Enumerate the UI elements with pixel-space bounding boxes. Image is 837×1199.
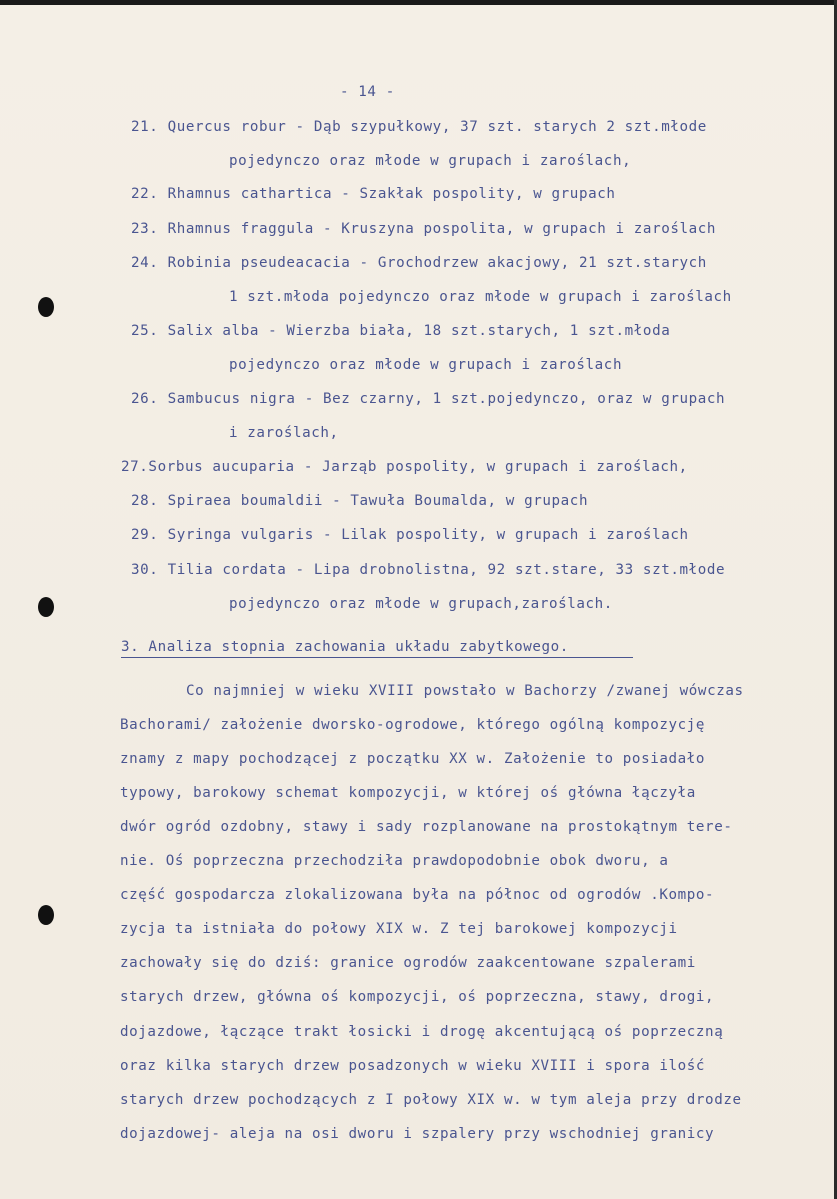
page-number: - 14 - <box>340 84 395 100</box>
list-item: 25. Salix alba - Wierzba biała, 18 szt.starych, 1 szt.młoda <box>131 323 671 339</box>
paragraph-line: zycja ta istniała do połowy XIX w. Z tej barokowej kompozycji <box>120 921 678 937</box>
paragraph-line: starych drzew pochodzących z I połowy XIX w. w tym aleja przy drodze <box>120 1092 742 1108</box>
paragraph-line: Co najmniej w wieku XVIII powstało w Bachorzy /zwanej wówczas <box>186 683 744 699</box>
binder-hole <box>38 297 54 317</box>
list-item-continuation: i zaroślach, <box>229 425 339 441</box>
paragraph-line: starych drzew, główna oś kompozycji, oś poprzeczna, stawy, drogi, <box>120 989 715 1005</box>
paragraph-line: zachowały się do dziś: granice ogrodów zaakcentowane szpalerami <box>120 955 696 971</box>
list-item-continuation: 1 szt.młoda pojedynczo oraz młode w grupach i zaroślach <box>229 289 732 305</box>
paragraph-line: dojazdowe, łączące trakt łosicki i drogę akcentującą oś poprzeczną <box>120 1024 724 1040</box>
paragraph-line: typowy, barokowy schemat kompozycji, w której oś główna łączyła <box>120 785 696 801</box>
heading-underline <box>121 657 633 658</box>
binder-hole <box>38 905 54 925</box>
list-item-continuation: pojedynczo oraz młode w grupach i zaroślach <box>229 357 623 373</box>
list-item: 26. Sambucus nigra - Bez czarny, 1 szt.pojedynczo, oraz w grupach <box>131 391 726 407</box>
list-item-continuation: pojedynczo oraz młode w grupach i zaroślach, <box>229 153 632 169</box>
paragraph-line: oraz kilka starych drzew posadzonych w wieku XVIII i spora ilość <box>120 1058 706 1074</box>
paragraph-line: dwór ogród ozdobny, stawy i sady rozplanowane na prostokątnym tere- <box>120 819 733 835</box>
paragraph-line: Bachorami/ założenie dworsko-ogrodowe, którego ogólną kompozycję <box>120 717 706 733</box>
list-item: 27.Sorbus aucuparia - Jarząb pospolity, w grupach i zaroślach, <box>121 459 688 475</box>
list-item: 22. Rhamnus cathartica - Szakłak pospolity, w grupach <box>131 186 616 202</box>
list-item: 30. Tilia cordata - Lipa drobnolistna, 92 szt.stare, 33 szt.młode <box>131 562 726 578</box>
paragraph-line: dojazdowej- aleja na osi dworu i szpalery przy wschodniej granicy <box>120 1126 715 1142</box>
paragraph-line: znamy z mapy pochodzącej z początku XX w. Założenie to posiadało <box>120 751 706 767</box>
binder-hole <box>38 597 54 617</box>
list-item: 24. Robinia pseudeacacia - Grochodrzew akacjowy, 21 szt.starych <box>131 255 707 271</box>
paragraph-line: część gospodarcza zlokalizowana była na północ od ogrodów .Kompo- <box>120 887 715 903</box>
section-heading-text: 3. Analiza stopnia zachowania układu zabytkowego. <box>121 639 569 655</box>
list-item-continuation: pojedynczo oraz młode w grupach,zaroślach. <box>229 596 613 612</box>
section-heading <box>121 638 633 658</box>
list-item: 21. Quercus robur - Dąb szypułkowy, 37 szt. starych 2 szt.młode <box>131 119 707 135</box>
list-item: 29. Syringa vulgaris - Lilak pospolity, w grupach i zaroślach <box>131 527 689 543</box>
paragraph-line: nie. Oś poprzeczna przechodziła prawdopodobnie obok dworu, a <box>120 853 669 869</box>
list-item: 23. Rhamnus fraggula - Kruszyna pospolita, w grupach i zaroślach <box>131 221 717 237</box>
list-item: 28. Spiraea boumaldii - Tawuła Boumalda, w grupach <box>131 493 589 509</box>
scan-edge-top <box>0 0 837 5</box>
